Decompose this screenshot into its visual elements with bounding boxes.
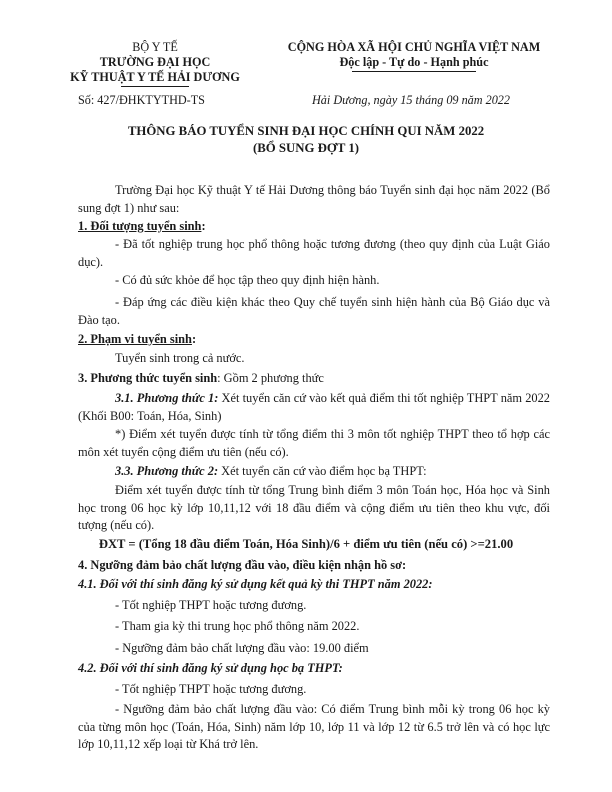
subsection-4-2-heading: 4.2. Đối với thí sinh đăng ký sử dụng học bạ THPT: [78,661,343,675]
document-title: THÔNG BÁO TUYỂN SINH ĐẠI HỌC CHÍNH QUI NĂM 2022 [127,124,485,138]
document-subtitle: (BỔ SUNG ĐỢT 1) [252,141,360,155]
method-2-paragraph: 3.3. Phương thức 2: Xét tuyển căn cứ vào điểm học bạ THPT: [115,464,427,478]
subsection-4-1-item: - Ngưỡng đảm bảo chất lượng đầu vào: 19.00 điểm [115,641,369,655]
section-1-item: - Đáp ứng các điều kiện khác theo Quy chế tuyển sinh hiện hành của Bộ Giáo dục và Đào tạo. [78,295,550,327]
admission-formula: ĐXT = (Tổng 18 đầu điểm Toán, Hóa Sinh)/6 + điểm ưu tiên (nếu có) >=21.00 [98,537,514,551]
intro-paragraph: Trường Đại học Kỹ thuật Y tế Hải Dương thông báo Tuyển sinh đại học năm 2022 (Bổ sung đợt 1) như sau: [78,183,550,215]
section-4-heading: 4. Ngưỡng đảm bảo chất lượng đầu vào, điều kiện nhận hồ sơ: [78,558,407,572]
subsection-4-1-item: - Tham gia kỳ thi trung học phổ thông năm 2022. [115,619,360,633]
method-2-note: Điểm xét tuyển được tính từ tổng Trung bình điểm 3 môn Toán học, Hóa học và Sinh học trong 06 học kỳ lớp 10,11,12 với 18 đầu điểm và cộng điểm ưu tiên theo khu vực, đối tượng (nếu có). [78,483,550,532]
country-name: CỘNG HÒA XÃ HỘI CHỦ NGHĨA VIỆT NAM [287,40,541,54]
school-name-line2: KỸ THUẬT Y TẾ HẢI DƯƠNG [70,70,240,84]
subsection-4-1-item: - Tốt nghiệp THPT hoặc tương đương. [115,598,307,612]
place-and-date: Hải Dương, ngày 15 tháng 09 năm 2022 [312,93,510,107]
section-2-heading: 2. Phạm vi tuyển sinh: [78,332,197,346]
school-name-line1: TRƯỜNG ĐẠI HỌC [99,55,211,69]
ministry-name: BỘ Y TẾ [132,40,178,54]
method-1-paragraph: 3.1. Phương thức 1: Xét tuyển căn cứ vào kết quả điểm thi tốt nghiệp THPT năm 2022 (Khối B00: Toán, Hóa, Sinh) [78,391,550,423]
subsection-4-1-heading: 4.1. Đối với thí sinh đăng ký sử dụng kết quả kỳ thi THPT năm 2022: [78,577,433,591]
header-right-underline [352,71,476,72]
method-1-note: *) Điểm xét tuyển được tính từ tổng điểm thi 3 môn tốt nghiệp THPT theo tổ hợp các môn xét tuyển cộng điểm ưu tiên (nếu có). [78,427,550,459]
section-1-item: - Có đủ sức khỏe để học tập theo quy định hiện hành. [115,273,380,287]
section-1-item: - Đã tốt nghiệp trung học phổ thông hoặc tương đương (theo quy định của Luật Giáo dục). [78,237,550,269]
header-left-underline [121,86,189,87]
national-motto: Độc lập - Tự do - Hạnh phúc [339,55,489,69]
section-2-text: Tuyển sinh trong cả nước. [115,351,245,365]
subsection-4-2-item: - Ngưỡng đảm bảo chất lượng đầu vào: Có điểm Trung bình mỗi kỳ trong 06 học kỳ của từng môn học (Toán, Hóa, Sinh) năm lớp 10, lớp 11 và lớp 12 từ 6.5 trở lên và có học lực lớp 10,11,12 xếp loại từ Khá trở lên. [78,702,550,751]
subsection-4-2-item: - Tốt nghiệp THPT hoặc tương đương. [115,682,307,696]
section-3-heading: 3. Phương thức tuyển sinh: Gồm 2 phương thức [78,371,324,385]
section-1-heading: 1. Đối tượng tuyển sinh: [78,219,206,233]
reference-number: Số: 427/ĐHKTYTHD-TS [78,93,205,107]
